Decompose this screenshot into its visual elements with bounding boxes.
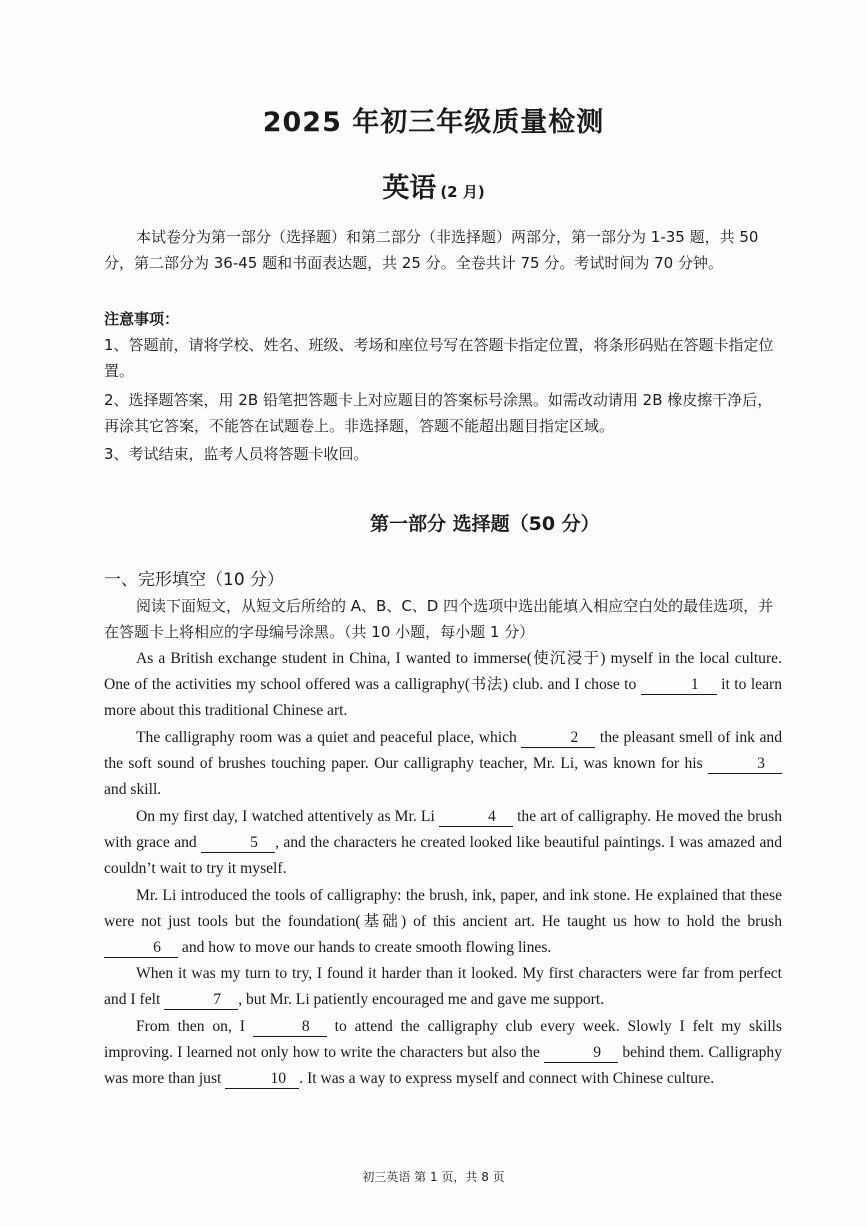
section-title: 一、完形填空（10 分） xyxy=(104,570,285,590)
notice-item-3: 3、考试结束，监考人员将答题卡收回。 xyxy=(104,445,369,463)
passage-text: When it was my turn to try, I found it harder than it looked. My first characters were far from perfect and I felt xyxy=(104,965,782,1009)
subject-heading xyxy=(0,166,867,205)
passage-text: and how to move our hands to create smooth flowing lines. xyxy=(178,939,552,957)
passage-text: From then on, I xyxy=(136,1018,253,1035)
blank-9: 9 xyxy=(544,1044,618,1063)
passage-text: The calligraphy room was a quiet and peaceful place, which xyxy=(136,729,522,746)
passage-text: and skill. xyxy=(104,781,162,799)
passage-paragraph-1 xyxy=(104,646,782,725)
passage-paragraph-2 xyxy=(104,725,782,804)
passage-text: , but Mr. Li patiently encouraged me and gave me support. xyxy=(238,991,605,1009)
blank-4: 4 xyxy=(439,808,513,827)
blank-1: 1 xyxy=(641,676,717,695)
passage-text: Mr. Li introduced the tools of calligraphy: the brush, ink, paper, and ink stone. He explained that these were not just tools but the foundation(基础) of this ancient art. He taught us how to hold the brush xyxy=(104,887,782,931)
notice-item-1: 1、答题前，请将学校、姓名、班级、考场和座位号写在答题卡指定位置，将条形码贴在答题卡指定位置。 xyxy=(104,336,774,380)
blank-8: 8 xyxy=(253,1018,327,1037)
passage-text: , and the characters he created looked like beautiful paintings. I was amazed and couldn’t wait to try it myself. xyxy=(104,834,783,878)
passage-text: the art of calligraphy. He moved the brush with grace and xyxy=(104,808,782,852)
passage-text: behind them. Calligraphy was more than just xyxy=(104,1044,782,1088)
notice-title: 注意事项： xyxy=(104,310,180,328)
page-footer: 初三英语 第 1 页，共 8 页 xyxy=(362,1170,505,1184)
blank-6: 6 xyxy=(104,939,178,958)
blank-7: 7 xyxy=(164,991,238,1010)
blank-3: 3 xyxy=(708,755,782,774)
blank-2: 2 xyxy=(521,729,595,748)
passage-text: As a British exchange student in China, I wanted to immerse(使沉浸于) myself in the local culture. One of the activities my school offered was a calligraphy(书法) club. and I chose to xyxy=(104,650,782,694)
passage-paragraph-4 xyxy=(104,883,782,962)
part-one-title: 第一部分 选择题（50 分） xyxy=(370,513,600,535)
exam-intro: 本试卷分为第一部分（选择题）和第二部分（非选择题）两部分，第一部分为 1-35 题，共 50 分，第二部分为 36-45 题和书面表达题，共 25 分。全卷共计 75 分。考试时间为 70 分钟。 xyxy=(104,228,759,272)
section-instructions: 阅读下面短文，从短文后所给的 A、B、C、D 四个选项中选出能填入相应空白处的最佳选项，并在答题卡上将相应的字母编号涂黑。（共 10 小题，每小题 1 分） xyxy=(104,597,774,641)
passage-text: . It was a way to express myself and connect with Chinese culture. xyxy=(299,1070,715,1088)
blank-5: 5 xyxy=(201,834,275,853)
exam-month: (2 月) xyxy=(440,183,485,201)
passage-paragraph-6 xyxy=(104,1014,782,1093)
subject-name: 英语 xyxy=(382,173,437,204)
notice-item-2: 2、选择题答案，用 2B 铅笔把答题卡上对应题目的答案标号涂黑。如需改动请用 2B 橡皮擦干净后，再涂其它答案，不能答在试题卷上。非选择题，答题不能超出题目指定区域。 xyxy=(104,391,773,435)
passage-text: On my first day, I watched attentively as Mr. Li xyxy=(136,808,439,825)
passage-text: to attend the calligraphy club every week. Slowly I felt my skills improving. I learned not only how to write the characters but also the xyxy=(104,1018,782,1062)
exam-title: 2025 年初三年级质量检测 xyxy=(262,107,605,138)
passage-paragraph-5 xyxy=(104,961,782,1013)
passage-text: it to learn more about this traditional Chinese art. xyxy=(104,676,783,720)
blank-10: 10 xyxy=(225,1070,299,1089)
passage-text: the pleasant smell of ink and the soft sound of brushes touching paper. Our calligraphy teacher, Mr. Li, was known for his xyxy=(104,729,783,773)
passage-paragraph-3 xyxy=(104,804,782,883)
